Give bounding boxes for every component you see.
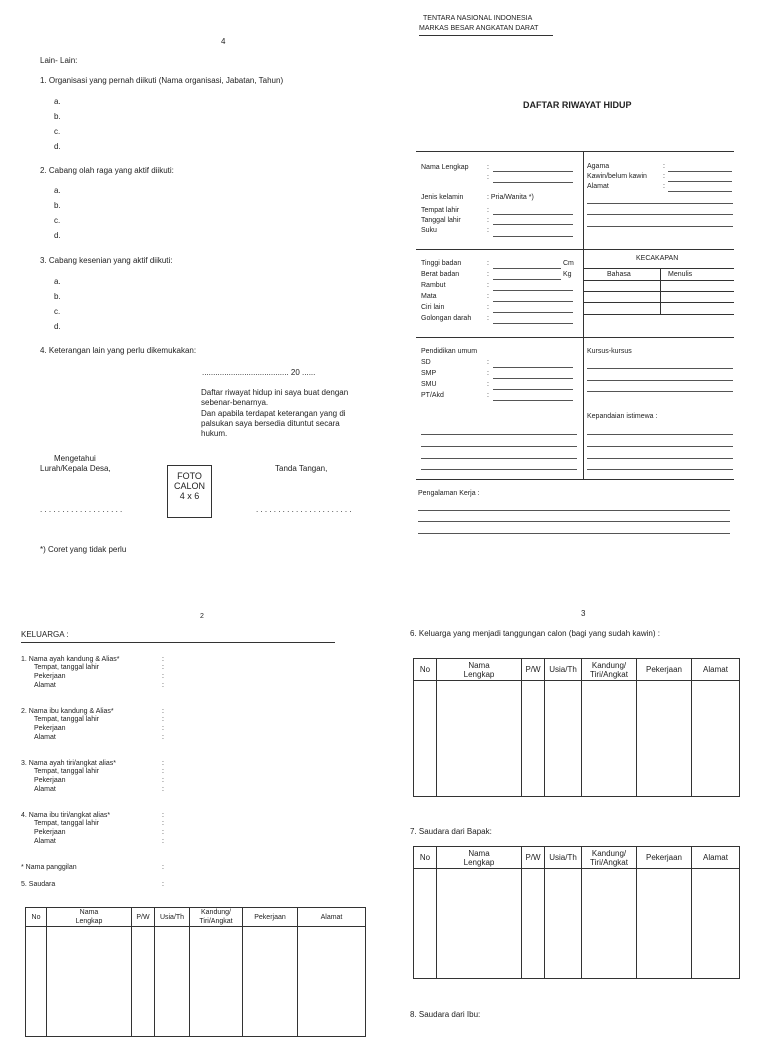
blank-line[interactable] bbox=[493, 323, 573, 324]
father-siblings-table bbox=[413, 846, 740, 979]
form-title: DAFTAR RIWAYAT HIDUP bbox=[523, 100, 632, 110]
blank-line[interactable] bbox=[493, 290, 573, 291]
label: 1. Nama ayah kandung & Alias* bbox=[21, 656, 120, 663]
list-item: c. bbox=[54, 127, 61, 136]
signature-dots: . . . . . . . . . . . . . . . . . . . bbox=[40, 505, 123, 514]
section-divider bbox=[416, 479, 734, 480]
column-header: Pekerjaan bbox=[637, 659, 692, 681]
table-cell[interactable] bbox=[437, 681, 522, 797]
colon: : bbox=[663, 163, 665, 170]
header-line: Nama bbox=[79, 909, 99, 916]
section-underline bbox=[21, 642, 335, 643]
blank-line[interactable] bbox=[587, 203, 733, 204]
section-divider bbox=[416, 337, 734, 338]
blank-line[interactable] bbox=[418, 533, 730, 534]
label: SMU bbox=[421, 381, 437, 388]
blank-line[interactable] bbox=[493, 279, 561, 280]
column-header: No bbox=[414, 847, 437, 869]
colon: : bbox=[162, 881, 164, 888]
colon: : bbox=[487, 271, 489, 278]
table-cell[interactable] bbox=[414, 681, 437, 797]
label: Golongan darah bbox=[421, 315, 472, 322]
column-divider bbox=[583, 151, 584, 479]
table-row bbox=[26, 927, 366, 1037]
photo-label: CALON bbox=[173, 481, 205, 491]
table-cell[interactable] bbox=[190, 927, 243, 1037]
blank-line[interactable] bbox=[493, 312, 573, 313]
colon: : bbox=[162, 820, 164, 827]
section-divider bbox=[416, 151, 734, 152]
colon: : bbox=[162, 838, 164, 845]
label: SMP bbox=[421, 370, 437, 377]
label: SD bbox=[421, 359, 431, 366]
blank-line[interactable] bbox=[668, 191, 732, 192]
blank-line[interactable] bbox=[587, 446, 733, 447]
label: Ciri lain bbox=[421, 304, 445, 311]
label: Tempat lahir bbox=[421, 207, 460, 214]
dependents-table bbox=[413, 658, 740, 797]
column-header: Usia/Th bbox=[545, 659, 582, 681]
label: PT/Akd bbox=[421, 392, 444, 399]
header-line: Nama bbox=[468, 660, 490, 670]
label: Alamat bbox=[34, 786, 56, 793]
photo-label: FOTO bbox=[177, 471, 202, 481]
colon: : bbox=[487, 370, 489, 377]
header-line: Tiri/Angkat bbox=[590, 857, 628, 867]
blank-line[interactable] bbox=[421, 446, 577, 447]
label: Kawin/belum kawin bbox=[587, 173, 647, 180]
blank-line[interactable] bbox=[493, 224, 573, 225]
blank-line[interactable] bbox=[493, 171, 573, 172]
header-line: Nama bbox=[468, 848, 490, 858]
label: 4. Nama ibu tiri/angkat alias* bbox=[21, 812, 111, 819]
colon: : bbox=[162, 682, 164, 689]
blank-line[interactable] bbox=[493, 389, 573, 390]
statement-line: sebenar-benarnya. bbox=[201, 398, 269, 407]
grid-line bbox=[583, 280, 734, 281]
colon: : bbox=[162, 786, 164, 793]
colon: : bbox=[487, 260, 489, 267]
footnote: *) Coret yang tidak perlu bbox=[40, 545, 127, 554]
colon: : bbox=[162, 725, 164, 732]
colon: : bbox=[162, 760, 164, 767]
label: Nama Lengkap bbox=[421, 164, 469, 171]
grid-line bbox=[583, 291, 734, 292]
table-cell[interactable] bbox=[522, 681, 545, 797]
label: Berat badan bbox=[421, 271, 460, 278]
label: Suku bbox=[421, 227, 437, 234]
colon: : bbox=[487, 304, 489, 311]
label: Kursus-kursus bbox=[587, 348, 632, 355]
question-1: 1. Organisasi yang pernah diikuti (Nama organisasi, Jabatan, Tahun) bbox=[40, 76, 284, 85]
column-header bbox=[582, 847, 637, 869]
colon: : bbox=[663, 173, 665, 180]
blank-line[interactable] bbox=[587, 226, 733, 227]
label: * Nama panggilan bbox=[21, 864, 77, 871]
blank-line[interactable] bbox=[493, 301, 573, 302]
table-row bbox=[414, 869, 740, 979]
label: Agama bbox=[587, 163, 610, 170]
column-header: Bahasa bbox=[607, 271, 631, 278]
unit-cm: Cm bbox=[563, 260, 574, 267]
list-item: b. bbox=[54, 112, 61, 121]
blank-line[interactable] bbox=[418, 510, 730, 511]
column-header: P/W bbox=[132, 908, 155, 927]
colon: : bbox=[487, 207, 489, 214]
colon: : bbox=[162, 734, 164, 741]
colon: : bbox=[663, 183, 665, 190]
header-line: Tiri/Angkat bbox=[590, 669, 628, 679]
section-divider bbox=[416, 249, 734, 250]
colon: : bbox=[487, 315, 489, 322]
blank-line[interactable] bbox=[587, 391, 733, 392]
list-item: a. bbox=[54, 277, 61, 286]
question-8: 8. Saudara dari Ibu: bbox=[410, 1010, 481, 1019]
label: Pekerjaan bbox=[34, 829, 66, 836]
list-item: d. bbox=[54, 142, 61, 151]
label: Pekerjaan bbox=[34, 673, 66, 680]
column-header: Usia/Th bbox=[155, 908, 190, 927]
column-header: Alamat bbox=[298, 908, 366, 927]
label: Alamat bbox=[587, 183, 609, 190]
blank-line[interactable] bbox=[493, 182, 573, 183]
label: Tempat, tanggal lahir bbox=[34, 768, 99, 775]
grid-line bbox=[583, 302, 734, 303]
statement-line: palsukan saya bersedia dituntut secara bbox=[201, 419, 340, 428]
header-line: Kandung/ bbox=[201, 909, 231, 916]
list-item: b. bbox=[54, 201, 61, 210]
label: Tempat, tanggal lahir bbox=[34, 664, 99, 671]
photo-label: 4 x 6 bbox=[179, 491, 200, 501]
label: 3. Nama ayah tiri/angkat alias* bbox=[21, 760, 116, 767]
section-heading: KELUARGA : bbox=[21, 630, 69, 639]
table-cell[interactable] bbox=[582, 869, 637, 979]
header-line: Tiri/Angkat bbox=[199, 918, 233, 925]
blank-line[interactable] bbox=[421, 458, 577, 459]
question-2: 2. Cabang olah raga yang aktif diikuti: bbox=[40, 166, 174, 175]
table-cell[interactable] bbox=[298, 927, 366, 1037]
blank-line[interactable] bbox=[587, 380, 733, 381]
list-item: a. bbox=[54, 97, 61, 106]
column-header bbox=[47, 908, 132, 927]
label: Alamat bbox=[34, 838, 56, 845]
blank-line[interactable] bbox=[493, 268, 561, 269]
blank-line[interactable] bbox=[493, 378, 573, 379]
table-cell[interactable] bbox=[243, 927, 298, 1037]
label: 5. Saudara bbox=[21, 881, 56, 888]
question-7: 7. Saudara dari Bapak: bbox=[410, 827, 492, 836]
table-row bbox=[414, 681, 740, 797]
header-line: Lengkap bbox=[463, 857, 495, 867]
label: Kepandaian istimewa : bbox=[587, 413, 658, 420]
label: Tanggal lahir bbox=[421, 217, 461, 224]
table-cell[interactable] bbox=[26, 927, 47, 1037]
label: Pekerjaan bbox=[34, 777, 66, 784]
gender-value: : Pria/Wanita *) bbox=[487, 194, 534, 201]
label: Pendidikan umum bbox=[421, 348, 478, 355]
colon: : bbox=[162, 864, 164, 871]
skills-heading: KECAKAPAN bbox=[636, 255, 679, 262]
blank-line[interactable] bbox=[421, 434, 577, 435]
label: Rambut bbox=[421, 282, 446, 289]
colon: : bbox=[162, 768, 164, 775]
colon: : bbox=[487, 174, 489, 181]
statement-line: Daftar riwayat hidup ini saya buat dengan bbox=[201, 388, 349, 397]
colon: : bbox=[162, 708, 164, 715]
blank-line[interactable] bbox=[421, 469, 577, 470]
table-cell[interactable] bbox=[637, 681, 692, 797]
label: Tinggi badan bbox=[421, 260, 462, 267]
signature-dots: . . . . . . . . . . . . . . . . . . . . . . bbox=[256, 505, 352, 514]
label: Tempat, tanggal lahir bbox=[34, 716, 99, 723]
blank-line[interactable] bbox=[493, 236, 573, 237]
siblings-table bbox=[25, 907, 366, 1037]
question-6: 6. Keluarga yang menjadi tanggungan calon (bagi yang sudah kawin) : bbox=[410, 629, 660, 638]
colon: : bbox=[487, 217, 489, 224]
colon: : bbox=[487, 359, 489, 366]
label: Tempat, tanggal lahir bbox=[34, 820, 99, 827]
label: Jenis kelamin bbox=[421, 194, 464, 201]
list-item: d. bbox=[54, 322, 61, 331]
table-cell[interactable] bbox=[637, 869, 692, 979]
unit-kg: Kg bbox=[563, 271, 572, 278]
colon: : bbox=[162, 716, 164, 723]
column-header bbox=[190, 908, 243, 927]
org-unit: MARKAS BESAR ANGKATAN DARAT bbox=[419, 25, 539, 32]
colon: : bbox=[487, 227, 489, 234]
grid-line bbox=[583, 314, 734, 315]
table-cell[interactable] bbox=[132, 927, 155, 1037]
table-header-row bbox=[414, 659, 740, 681]
label: Alamat bbox=[34, 682, 56, 689]
blank-line[interactable] bbox=[587, 368, 733, 369]
list-item: a. bbox=[54, 186, 61, 195]
column-header: Pekerjaan bbox=[243, 908, 298, 927]
colon: : bbox=[162, 673, 164, 680]
table-cell[interactable] bbox=[155, 927, 190, 1037]
list-item: b. bbox=[54, 292, 61, 301]
statement-line: Dan apabila terdapat keterangan yang di bbox=[201, 409, 346, 418]
table-cell[interactable] bbox=[545, 681, 582, 797]
org-name: TENTARA NASIONAL INDONESIA bbox=[423, 15, 533, 22]
colon: : bbox=[487, 282, 489, 289]
colon: : bbox=[162, 829, 164, 836]
page-number: 3 bbox=[581, 609, 586, 618]
column-header bbox=[582, 659, 637, 681]
header-line: Kandung/ bbox=[591, 660, 627, 670]
lurah-label: Lurah/Kepala Desa, bbox=[40, 464, 111, 473]
column-header: No bbox=[26, 908, 47, 927]
column-header: Alamat bbox=[692, 659, 740, 681]
table-cell[interactable] bbox=[47, 927, 132, 1037]
page-number: 4 bbox=[221, 37, 226, 46]
column-header bbox=[437, 847, 522, 869]
list-item: d. bbox=[54, 231, 61, 240]
mengetahui-label: Mengetahui bbox=[54, 454, 96, 463]
blank-line[interactable] bbox=[587, 214, 733, 215]
blank-line[interactable] bbox=[668, 171, 732, 172]
date-line: ....................................... 20 ...... bbox=[202, 368, 316, 377]
column-header bbox=[437, 659, 522, 681]
table-cell[interactable] bbox=[692, 681, 740, 797]
colon: : bbox=[487, 381, 489, 388]
question-3: 3. Cabang kesenian yang aktif diikuti: bbox=[40, 256, 173, 265]
column-header: P/W bbox=[522, 847, 545, 869]
header-line: Lengkap bbox=[75, 918, 103, 925]
signature-label: Tanda Tangan, bbox=[275, 464, 328, 473]
label: Pekerjaan bbox=[34, 725, 66, 732]
photo-box bbox=[167, 465, 212, 518]
table-cell[interactable] bbox=[414, 869, 437, 979]
header-line: Lengkap bbox=[463, 669, 495, 679]
blank-line[interactable] bbox=[418, 521, 730, 522]
blank-line[interactable] bbox=[668, 181, 732, 182]
label: 2. Nama ibu kandung & Alias* bbox=[21, 708, 114, 715]
label: Alamat bbox=[34, 734, 56, 741]
colon: : bbox=[162, 664, 164, 671]
label: Pengalaman Kerja : bbox=[418, 490, 480, 497]
colon: : bbox=[162, 777, 164, 784]
table-cell[interactable] bbox=[582, 681, 637, 797]
column-header: Alamat bbox=[692, 847, 740, 869]
column-header: Menulis bbox=[668, 271, 693, 278]
blank-line[interactable] bbox=[587, 469, 733, 470]
section-heading: Lain- Lain: bbox=[40, 56, 78, 65]
table-cell[interactable] bbox=[692, 869, 740, 979]
list-item: c. bbox=[54, 216, 61, 225]
table-cell[interactable] bbox=[545, 869, 582, 979]
page-number: 2 bbox=[200, 613, 204, 620]
colon: : bbox=[487, 392, 489, 399]
column-header: Pekerjaan bbox=[637, 847, 692, 869]
blank-line[interactable] bbox=[493, 400, 573, 401]
blank-line[interactable] bbox=[493, 214, 573, 215]
question-4: 4. Keterangan lain yang perlu dikemukakan: bbox=[40, 346, 197, 355]
table-header-row bbox=[26, 908, 366, 927]
blank-line[interactable] bbox=[493, 367, 573, 368]
list-item: c. bbox=[54, 307, 61, 316]
column-header: No bbox=[414, 659, 437, 681]
table-cell[interactable] bbox=[437, 869, 522, 979]
statement-line: hukum. bbox=[201, 429, 228, 438]
column-header: Usia/Th bbox=[545, 847, 582, 869]
label: Mata bbox=[421, 293, 437, 300]
blank-line[interactable] bbox=[587, 458, 733, 459]
colon: : bbox=[487, 293, 489, 300]
table-cell[interactable] bbox=[522, 869, 545, 979]
colon: : bbox=[162, 812, 164, 819]
blank-line[interactable] bbox=[587, 434, 733, 435]
table-header-row bbox=[414, 847, 740, 869]
colon: : bbox=[487, 164, 489, 171]
colon: : bbox=[162, 656, 164, 663]
header-line: Kandung/ bbox=[591, 848, 627, 858]
header-underline bbox=[419, 35, 553, 36]
grid-line bbox=[583, 268, 734, 269]
column-header: P/W bbox=[522, 659, 545, 681]
